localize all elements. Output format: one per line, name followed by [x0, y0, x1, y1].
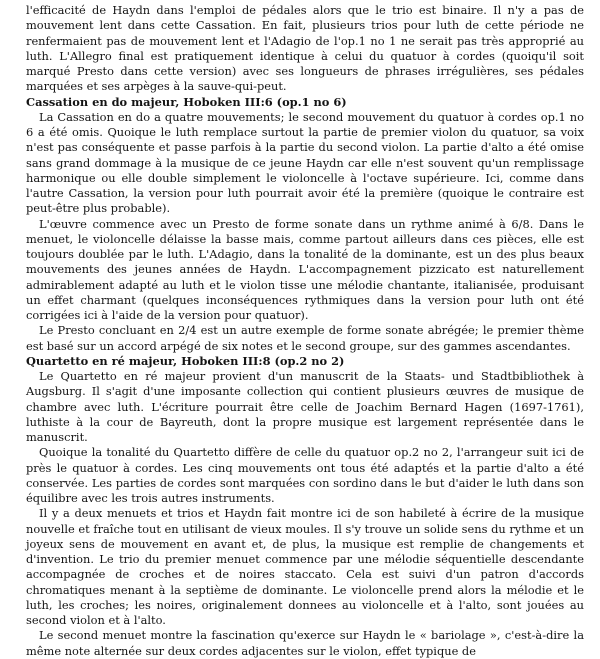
paragraph-quartetto-1: Le Quartetto en ré majeur provient d'un manuscrit de la Staats- und Stadtbibliothek à Augsburg. Il s'agit d'une imposante collection qui contient plusieurs œuvres de musique de chambre avec luth. L'écriture pourrait être celle de Joachim Bernard Hagen (1697-1761), luthiste à la cour de Bayreuth, dont la propre musique est largement représentée dans le manuscrit.	[26, 369, 584, 444]
paragraph-quartetto-4: Le second menuet montre la fascination qu'exerce sur Haydn le « bariolage », c'est-à-dire la même note alternée sur deux cordes adjacentes sur le violon, effet typique de	[26, 628, 584, 658]
heading-cassation: Cassation en do majeur, Hoboken III:6 (op.1 no 6)	[26, 94, 347, 109]
paragraph-intro: l'efficacité de Haydn dans l'emploi de pédales alors que le trio est binaire. Il n'y a pas de mouvement lent dans cette Cassation. En fait, plusieurs trios pour luth de cette période ne renfermaient pas de mouvement lent et l'Adagio de l'op.1 no 1 ne serait pas très approprié au luth. L'Allegro final est pratiquement identique à celui du quatuor à cordes (quoiqu'il soit marqué Presto dans cette version) avec ses longueurs de phrases irrégulières, ses pédales marquées et ses arpèges à la sauve-qui-peut.	[26, 3, 584, 94]
heading-quartetto: Quartetto en ré majeur, Hoboken III:8 (op.2 no 2)	[26, 353, 345, 368]
paragraph-quartetto-3: Il y a deux menuets et trios et Haydn fait montre ici de son habileté à écrire de la musique nouvelle et fraîche tout en utilisant de vieux moules. Il s'y trouve un solide sens du rythme et un joyeux sens de mouvement en avant et, de plus, la musique est remplie de changements et d'invention. Le trio du premier menuet commence par une mélodie séquentielle descendante accompagnée de croches et de noires staccato. Cela est suivi d'un patron d'accords chromatiques menant à la septième de dominante. Le violoncelle prend alors la mélodie et le luth, les croches; les noires, originalement donnees au violoncelle et à l'alto, sont jouées au second violon et à l'alto.	[26, 506, 584, 627]
paragraph-cassation-1: La Cassation en do a quatre mouvements; le second mouvement du quatuor à cordes op.1 no 6 a été omis. Quoique le luth remplace surtout la partie de premier violon du quatuor, sa voix n'est pas conséquente et passe parfois à la partie du second violon. La partie d'alto a été omise sans grand dommage à la musique de ce jeune Haydn car elle n'est souvent qu'un remplissage harmonique ou elle double simplement le violoncelle à l'octave supérieure. Ici, comme dans l'autre Cassation, la version pour luth pourrait avoir été la première (quoique le contraire est peut-être plus probable).	[26, 109, 584, 216]
paragraph-cassation-2: L'œuvre commence avec un Presto de forme sonate dans un rythme animé à 6/8. Dans le menuet, le violoncelle délaisse la basse mais, comme partout ailleurs dans ces pièces, elle est toujours doublée par le luth. L'Adagio, dans la tonalité de la dominante, est un des plus beaux mouvements des jeunes années de Haydn. L'accompagnement pizzicato est naturellement admirablement adapté au luth et le violon tisse une mélodie chantante, italianisée, produisant un effet charmant (quelques inconséquences rythmiques dans la version pour luth ont été corrigées ici à l'aide de la version pour quatuor).	[26, 216, 584, 322]
document-page	[26, 3, 584, 659]
paragraph-cassation-3: Le Presto concluant en 2/4 est un autre exemple de forme sonate abrégée; le premier thème est basé sur un accord arpégé de six notes et le second groupe, sur des gammes ascendantes.	[26, 323, 584, 353]
paragraph-quartetto-2: Quoique la tonalité du Quartetto diffère de celle du quatuor op.2 no 2, l'arrangeur suit ici de près le quatuor à cordes. Les cinq mouvements ont tous été adaptés et la partie d'alto a été conservée. Les parties de cordes sont marquées con sordino dans le but d'aider le luth dans son équilibre avec les trois autres instruments.	[26, 445, 584, 505]
